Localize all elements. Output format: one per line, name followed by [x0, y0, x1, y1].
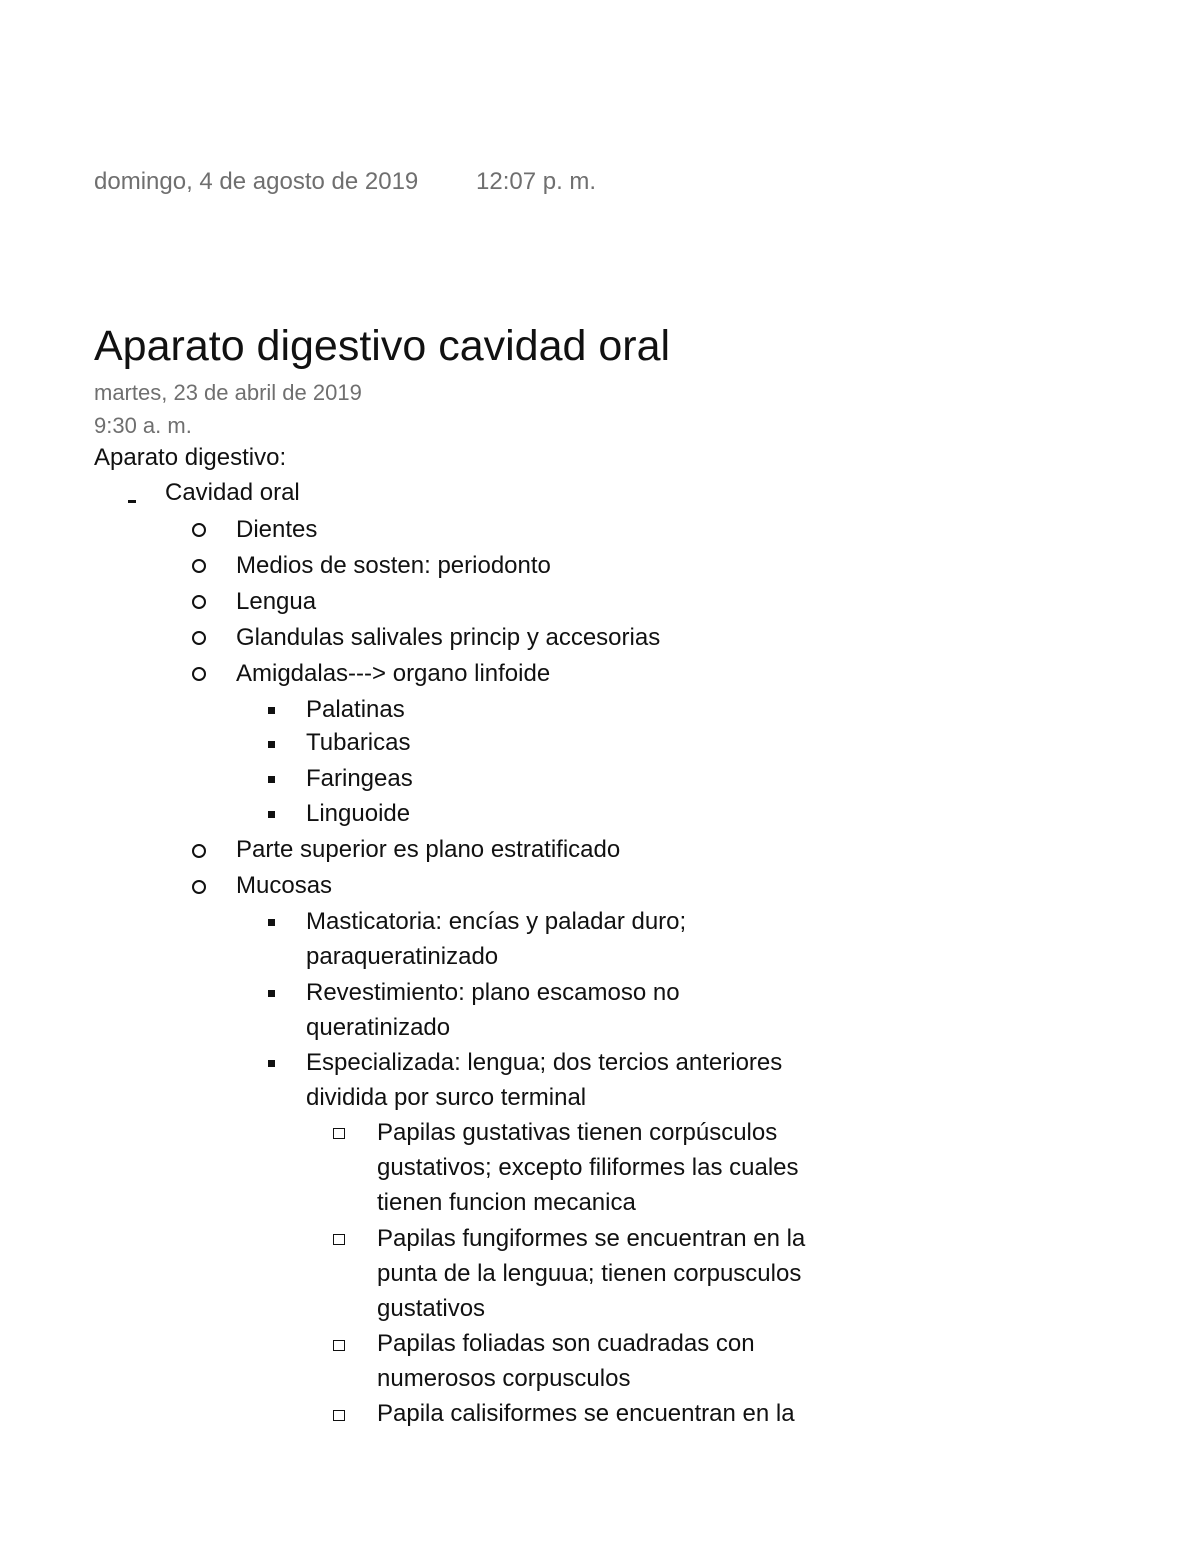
- list-item-masticatoria-cont: paraqueratinizado: [306, 943, 499, 970]
- square-bullet: [268, 1060, 275, 1067]
- list-item-palatinas: Palatinas: [306, 696, 405, 723]
- list-item-papilas-gustativas-cont: gustativos; excepto filiformes las cuales: [377, 1154, 799, 1181]
- hollow-square-bullet: [333, 1234, 345, 1245]
- list-item-revestimiento: Revestimiento: plano escamoso no: [306, 979, 680, 1006]
- square-bullet: [268, 741, 275, 748]
- circle-bullet: [192, 667, 206, 681]
- list-item-linguoide: Linguoide: [306, 800, 411, 827]
- list-item-cavidad-oral: Cavidad oral: [165, 479, 300, 506]
- square-bullet: [268, 990, 275, 997]
- list-item-papilas-fungiformes-cont: punta de la lenguua; tienen corpusculos: [377, 1260, 802, 1287]
- list-item-mucosas: Mucosas: [236, 872, 333, 899]
- circle-bullet: [192, 631, 206, 645]
- circle-bullet: [192, 880, 206, 894]
- square-bullet: [268, 776, 275, 783]
- hollow-square-bullet: [333, 1340, 345, 1351]
- list-item-glandulas: Glandulas salivales princip y accesorias: [236, 624, 661, 651]
- circle-bullet: [192, 559, 206, 573]
- intro-heading: Aparato digestivo:: [94, 444, 287, 471]
- note-time: 9:30 a. m.: [94, 413, 192, 438]
- list-item-papilas-foliadas-cont: numerosos corpusculos: [377, 1365, 631, 1392]
- square-bullet: [268, 707, 275, 714]
- page-title[interactable]: Aparato digestivo cavidad oral: [94, 322, 671, 370]
- list-item-lengua: Lengua: [236, 588, 317, 615]
- list-item-papilas-fungiformes: Papilas fungiformes se encuentran en la: [377, 1225, 806, 1252]
- page-created-date: domingo, 4 de agosto de 2019: [94, 168, 419, 195]
- hollow-square-bullet: [333, 1128, 345, 1139]
- circle-bullet: [192, 844, 206, 858]
- list-item-especializada: Especializada: lengua; dos tercios anteriores: [306, 1049, 783, 1076]
- list-item-medios: Medios de sosten: periodonto: [236, 552, 551, 579]
- list-item-especializada-cont: dividida por surco terminal: [306, 1084, 587, 1111]
- list-item-papilas-gustativas-cont2: tienen funcion mecanica: [377, 1189, 636, 1216]
- list-item-papilas-fungiformes-cont2: gustativos: [377, 1295, 486, 1322]
- circle-bullet: [192, 523, 206, 537]
- dash-bullet: [128, 500, 136, 503]
- note-date: martes, 23 de abril de 2019: [94, 380, 362, 405]
- square-bullet: [268, 919, 275, 926]
- list-item-parte-superior: Parte superior es plano estratificado: [236, 836, 621, 863]
- list-item-amigdalas: Amigdalas---> organo linfoide: [236, 660, 551, 687]
- list-item-masticatoria: Masticatoria: encías y paladar duro;: [306, 908, 687, 935]
- square-bullet: [268, 811, 275, 818]
- list-item-papilas-foliadas: Papilas foliadas son cuadradas con: [377, 1330, 755, 1357]
- circle-bullet: [192, 595, 206, 609]
- list-item-papila-calisiformes: Papila calisiformes se encuentran en la: [377, 1400, 795, 1427]
- page-header-meta: [94, 168, 597, 196]
- list-item-faringeas: Faringeas: [306, 765, 413, 792]
- list-item-dientes: Dientes: [236, 516, 318, 543]
- list-item-papilas-gustativas: Papilas gustativas tienen corpúsculos: [377, 1119, 778, 1146]
- list-item-tubaricas: Tubaricas: [306, 729, 411, 756]
- hollow-square-bullet: [333, 1410, 345, 1421]
- list-item-revestimiento-cont: queratinizado: [306, 1014, 451, 1041]
- page-created-time: 12:07 p. m.: [476, 168, 597, 195]
